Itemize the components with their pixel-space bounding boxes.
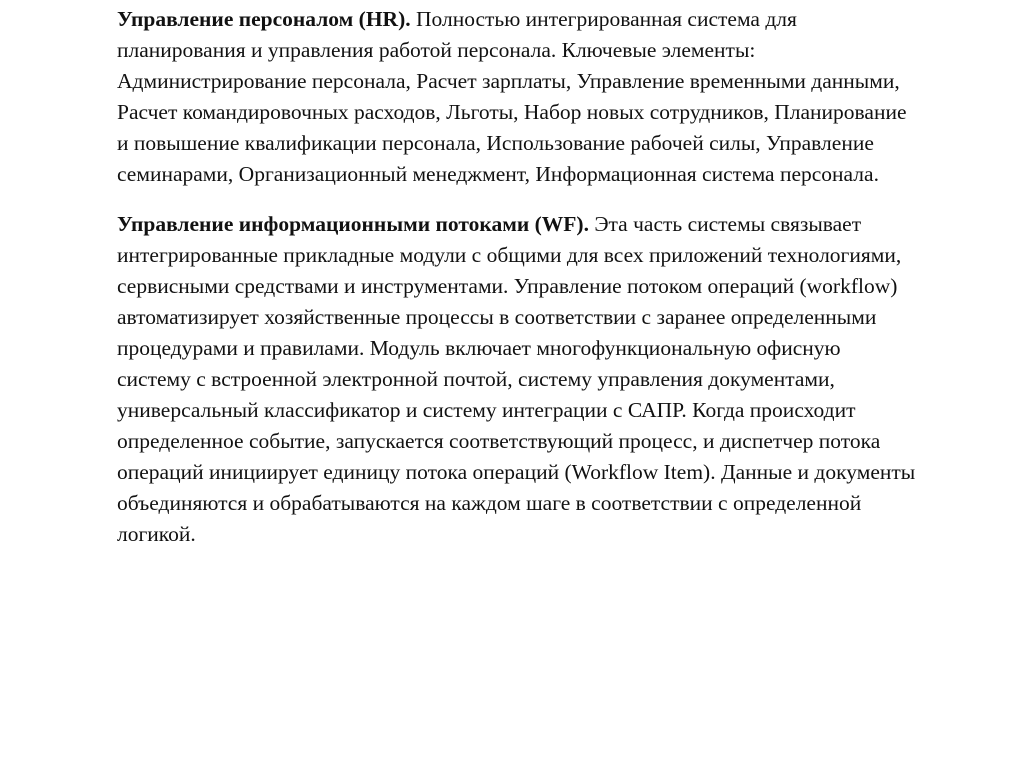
hr-paragraph: [117, 4, 917, 190]
hr-heading: Управление персоналом (HR).: [117, 7, 411, 31]
wf-heading: Управление информационными потоками (WF).: [117, 212, 589, 236]
hr-body: Полностью интегрированная система для планирования и управления работой персонала. Ключевые элементы: Администрирование персонала, Расчет зарплаты, Управление временными данными, Расчет командировочных расходов, Льготы, Набор новых сотрудников, Планирование и повышение квалификации персонала, Использование рабочей силы, Управление семинарами, Организационный менеджмент, Информационная система персонала.: [117, 7, 907, 186]
slide-content: [117, 4, 917, 550]
wf-body: Эта часть системы связывает интегрированные прикладные модули с общими для всех приложений технологиями, сервисными средствами и инструментами. Управление потоком операций (workflow) автоматизирует хозяйственные процессы в соответствии с заранее определенными процедурами и правилами. Модуль включает многофункциональную офисную систему с встроенной электронной почтой, систему управления документами, универсальный классификатор и систему интеграции с САПР. Когда происходит определенное событие, запускается соответствующий процесс, и диспетчер потока операций инициирует единицу потока операций (Workflow Item). Данные и документы объединяются и обрабатываются на каждом шаге в соответствии с определенной логикой.: [117, 212, 916, 546]
wf-paragraph: [117, 209, 917, 550]
